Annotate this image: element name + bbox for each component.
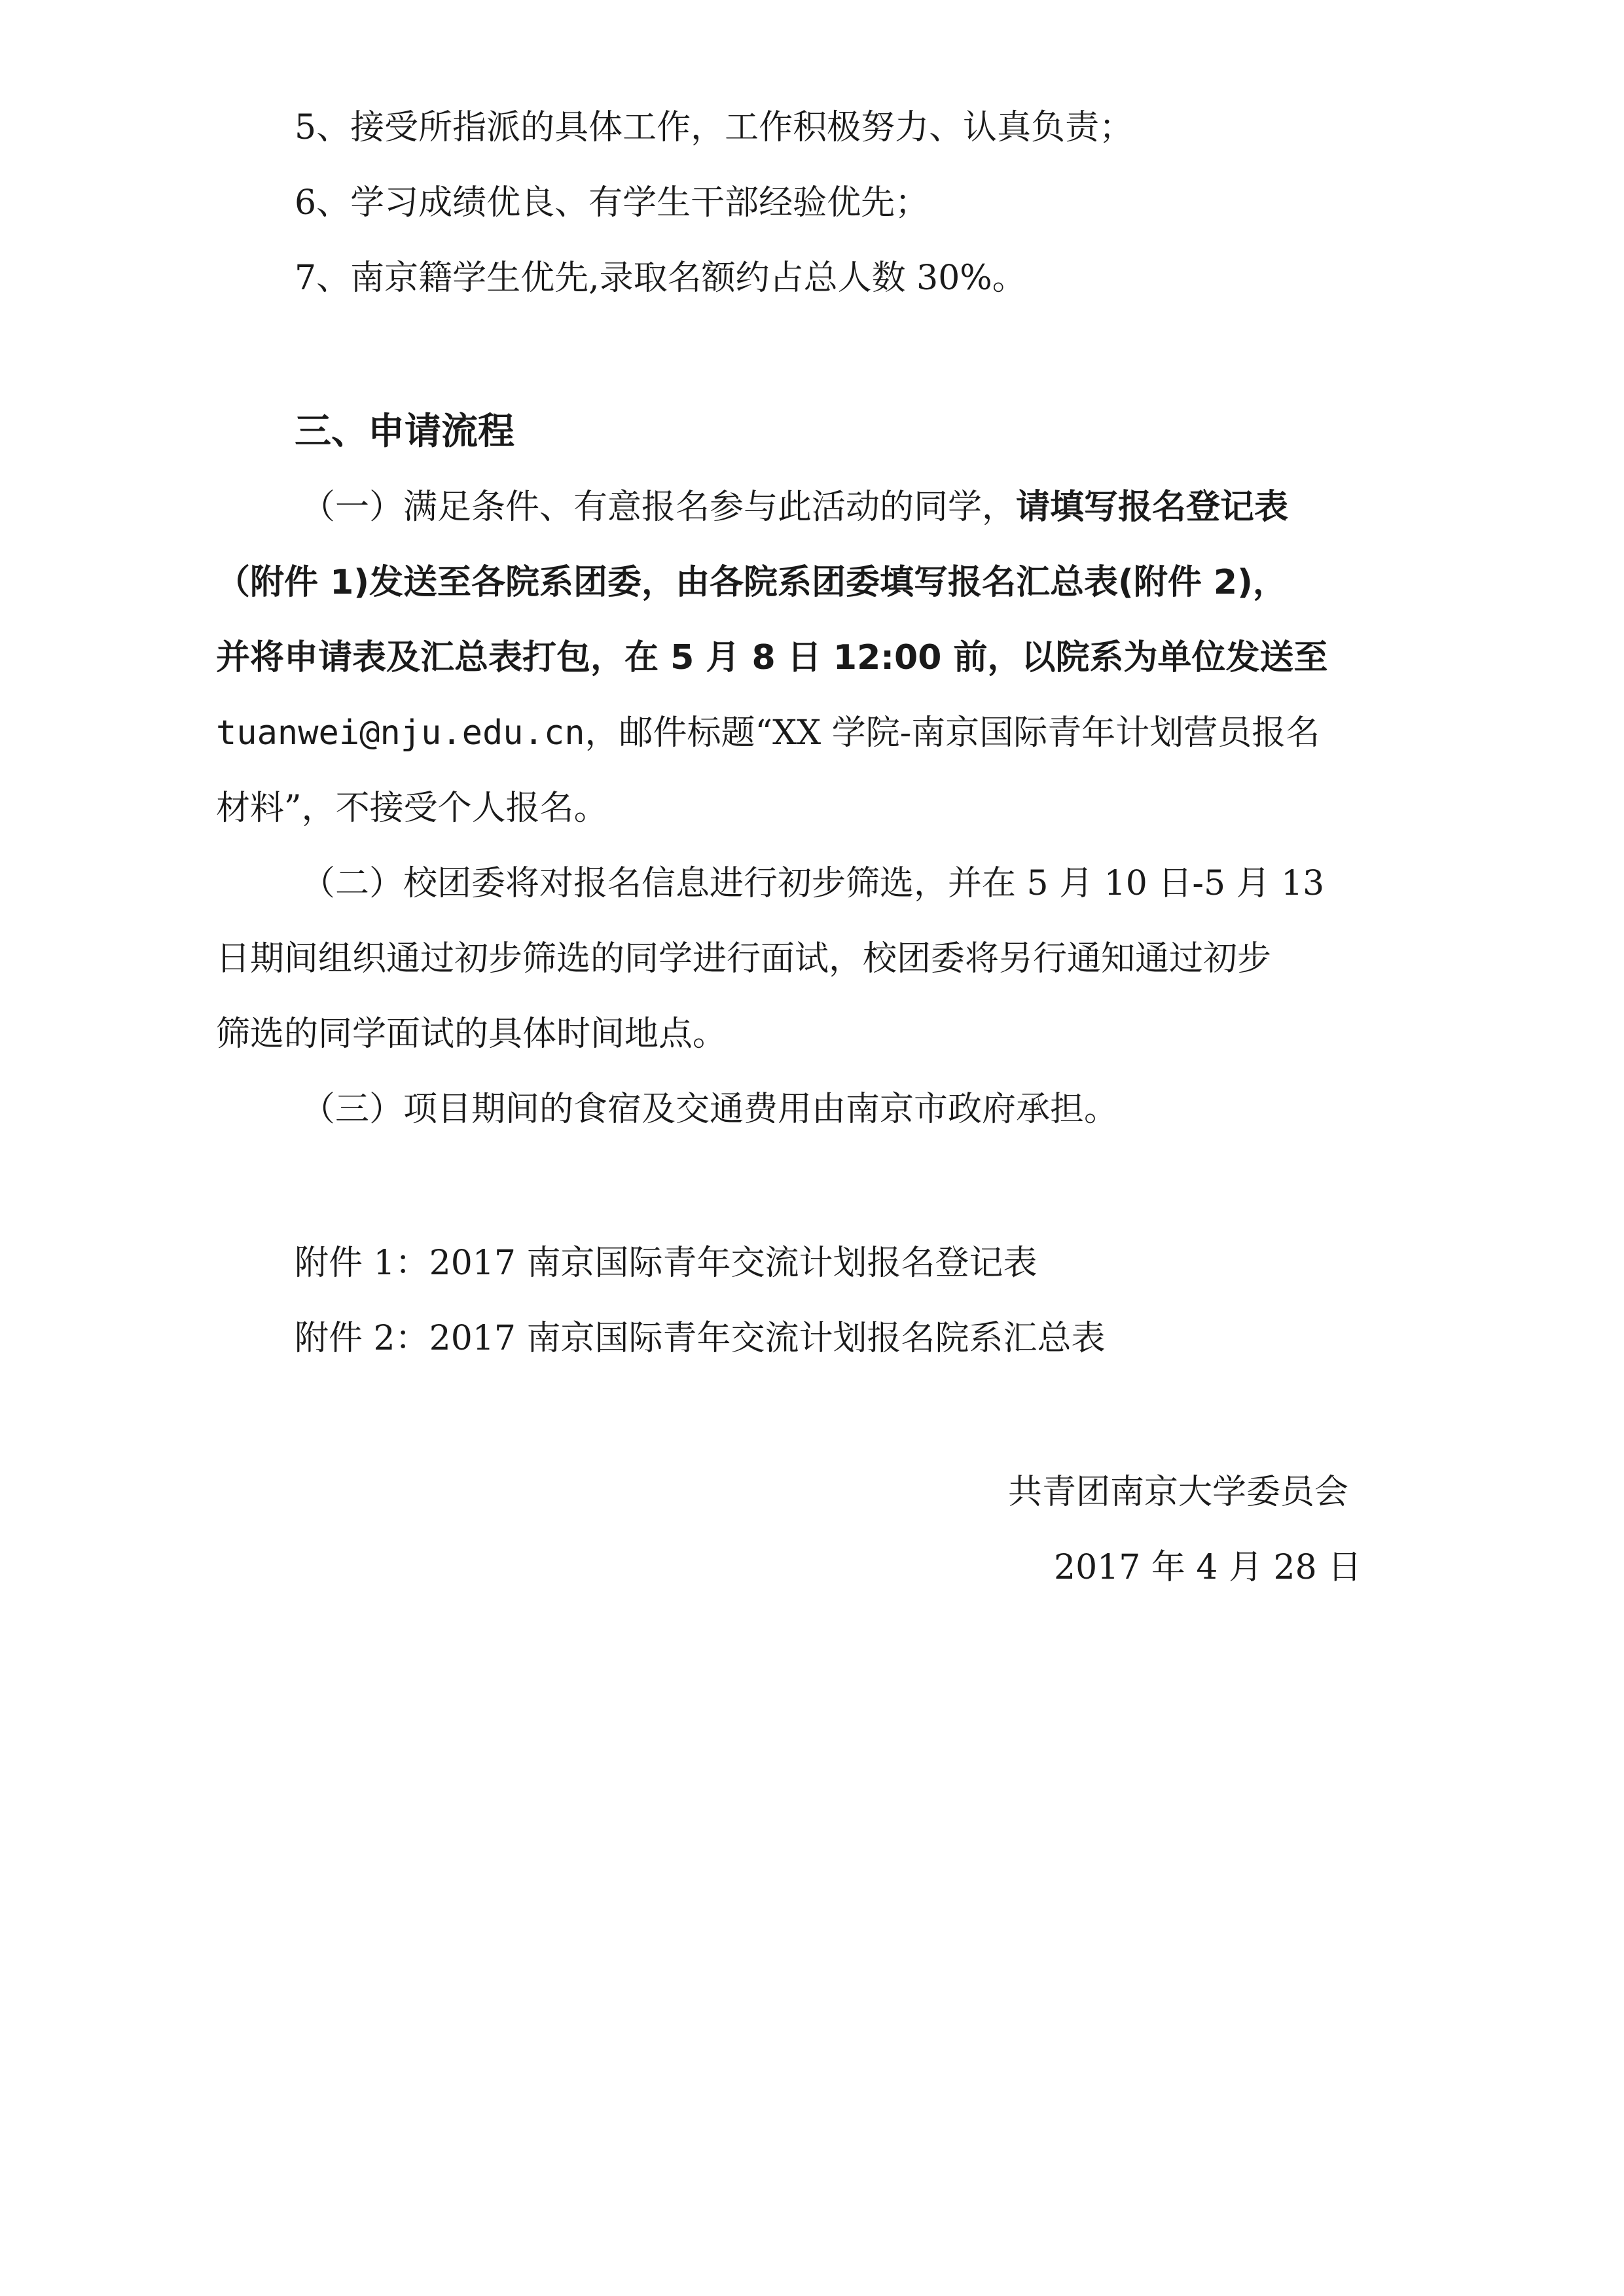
signature-organization: 共青团南京大学委员会 (1008, 1473, 1349, 1512)
paragraph-2-line-3: 筛选的同学面试的具体时间地点。 (216, 1014, 727, 1054)
requirement-item-7: 7、南京籍学生优先,录取名额约占总人数 30%。 (295, 259, 1026, 298)
paragraph-1-line-3: 并将申请表及汇总表打包，在 5 月 8 日 12:00 前，以院系为单位发送至 (216, 638, 1328, 677)
paragraph-1-line-1-bold: 请填写报名登记表 (1016, 488, 1289, 527)
contact-email: tuanwei@nju.edu.cn (216, 713, 585, 753)
paragraph-1-line-4 (0, 710, 1624, 756)
requirement-item-6: 6、学习成绩优良、有学生干部经验优先； (295, 183, 929, 223)
attachment-2: 附件 2：2017 南京国际青年交流计划报名院系汇总表 (295, 1319, 1106, 1358)
section-heading-application-process: 三、申请流程 (295, 410, 514, 453)
signature-date: 2017 年 4 月 28 日 (1054, 1548, 1362, 1587)
paragraph-1-line-5: 材料”，不接受个人报名。 (216, 789, 608, 828)
paragraph-2-line-1: （二）校团委将对报名信息进行初步筛选，并在 5 月 10 日-5 月 13 (301, 864, 1325, 903)
attachment-1: 附件 1：2017 南京国际青年交流计划报名登记表 (295, 1244, 1038, 1283)
paragraph-1-line-1 (0, 484, 1624, 530)
paragraph-3-line-1: （三）项目期间的食宿及交通费用由南京市政府承担。 (301, 1090, 1119, 1129)
requirement-item-5: 5、接受所指派的具体工作，工作积极努力、认真负责； (295, 108, 1134, 147)
paragraph-1-line-2: （附件 1)发送至各院系团委，由各院系团委填写报名汇总表(附件 2)， (216, 563, 1287, 602)
paragraph-1-line-1-normal: （一）满足条件、有意报名参与此活动的同学， (301, 488, 1017, 527)
paragraph-2-line-2: 日期间组织通过初步筛选的同学进行面试，校团委将另行通知通过初步 (216, 939, 1272, 978)
paragraph-1-line-4-rest: ，邮件标题“XX 学院-南京国际青年计划营员报名 (585, 713, 1320, 753)
